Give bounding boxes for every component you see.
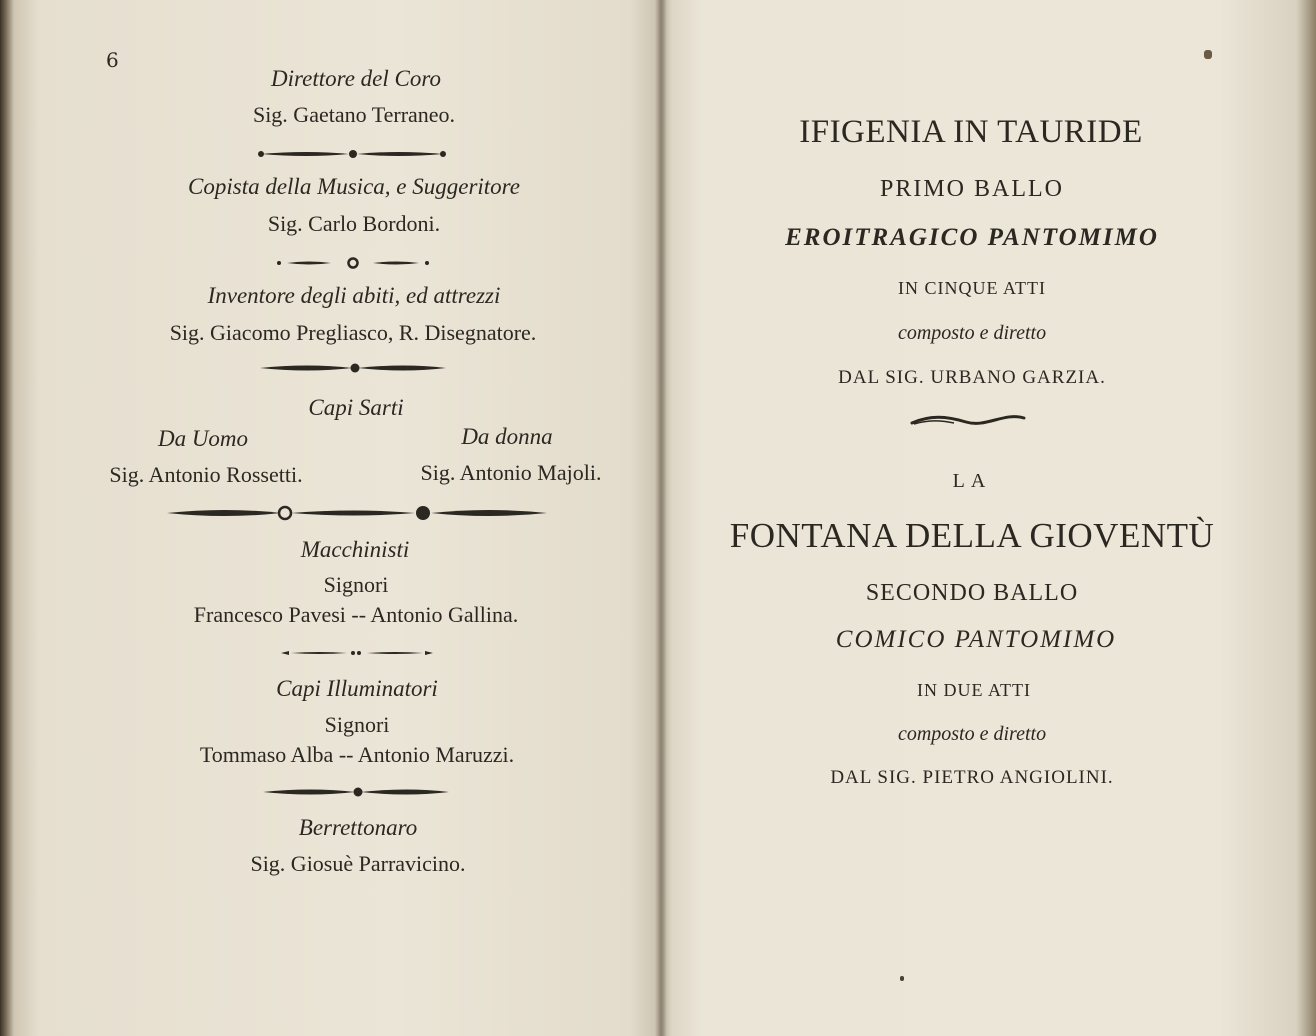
machinists-names: Francesco Pavesi -- Antonio Gallina. [193,602,519,627]
page-mark [1204,50,1212,59]
ornamental-rule [258,360,448,376]
costume-inventor-title: Inventore degli abiti, ed attrezzi [207,283,501,308]
ornamental-rule [165,503,549,523]
ballet1-author: DAL SIG. URBANO GARZIA. [838,367,1106,388]
ballet2-article: LA [952,470,992,492]
book-gutter [655,0,667,1036]
copyist-title: Copista della Musica, e Suggeritore [188,174,520,199]
ballet1-genre: EROITRAGICO PANTOMIMO [785,224,1159,251]
ballet1-subtitle: PRIMO BALLO [879,176,1065,202]
ornamental-rule [279,646,435,660]
tailors-title: Capi Sarti [308,395,404,420]
page-speck [900,976,904,981]
ballet2-acts: IN DUE ATTI [917,680,1031,700]
tailor-men-name: Sig. Antonio Rossetti. [109,462,303,487]
ballet1-composed: composto e diretto [897,322,1047,344]
copyist-name: Sig. Carlo Bordoni. [267,211,441,236]
ballet1-title: IFIGENIA IN TAURIDE [799,114,1143,150]
ballet2-author: DAL SIG. PIETRO ANGIOLINI. [830,767,1114,788]
costume-inventor-name: Sig. Giacomo Pregliasco, R. Disegnatore. [169,320,537,345]
tailor-women-label: Da donna [461,424,553,449]
machinists-title: Macchinisti [300,537,410,562]
ornamental-rule [257,146,447,162]
hatter-title: Berrettonaro [298,815,418,840]
page-number: 6 [106,48,119,72]
ornamental-flourish [910,410,1026,430]
tailor-women-name: Sig. Antonio Majoli. [420,460,602,485]
ornamental-rule [261,784,451,800]
machinists-signori: Signori [323,572,389,597]
lighting-signori: Signori [324,712,390,737]
tailor-men-label: Da Uomo [157,426,249,451]
ballet2-genre: COMICO PANTOMIMO [835,626,1117,653]
chorus-director-name: Sig. Gaetano Terraneo. [252,102,456,127]
ornamental-rule [273,256,433,270]
ballet2-title: FONTANA DELLA GIOVENTÙ [729,516,1215,555]
ballet1-acts: IN CINQUE ATTI [898,278,1046,298]
ballet2-composed: composto e diretto [897,723,1047,745]
lighting-title: Capi Illuminatori [276,676,438,701]
lighting-names: Tommaso Alba -- Antonio Maruzzi. [199,742,515,767]
hatter-name: Sig. Giosuè Parravicino. [250,851,466,876]
chorus-director-title: Direttore del Coro [271,66,441,91]
ballet2-subtitle: SECONDO BALLO [865,580,1079,606]
